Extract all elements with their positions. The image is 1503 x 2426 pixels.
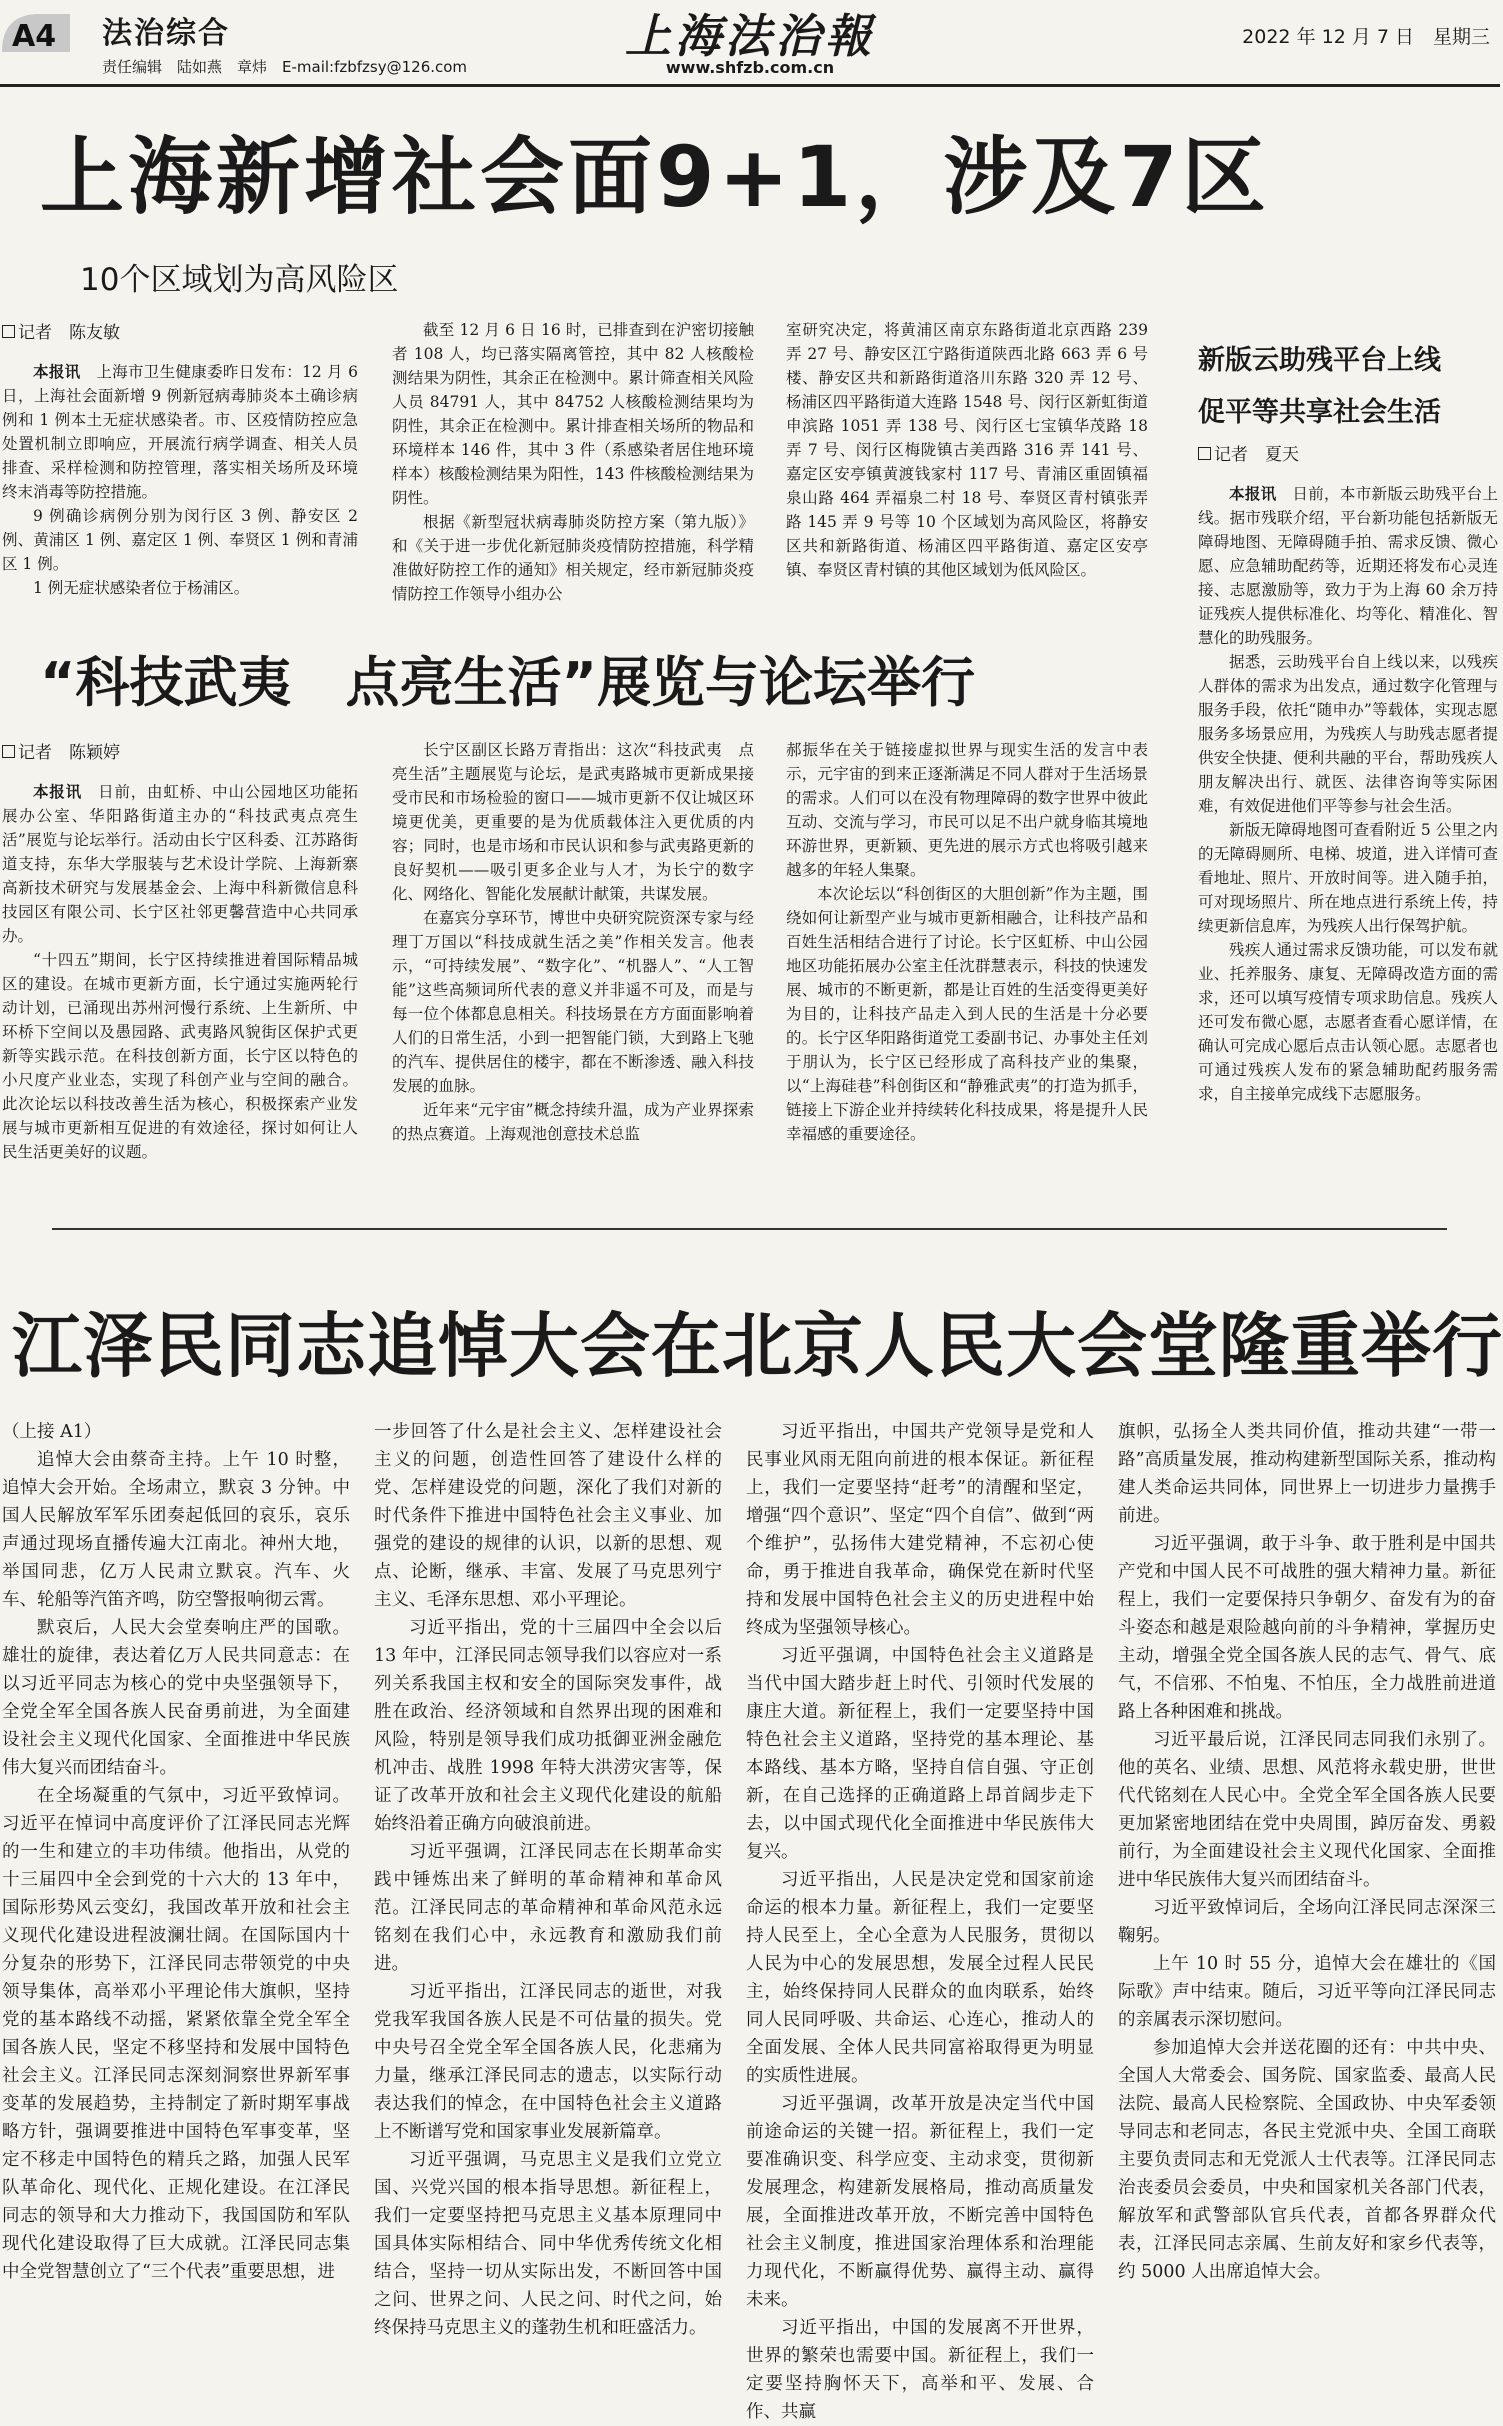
- paragraph: 习近平指出，江泽民同志的逝世，对我党我军我国各族人民是不可估量的损失。党中央号召全党全军全国各族人民，化悲痛为力量，继承江泽民同志的遗志，以实际行动表达我们的悼念，在中国特色社会主义道路上不断谱写党和国家事业发展新篇章。: [374, 1982, 722, 2142]
- column-tech-3: [786, 738, 1148, 1210]
- paragraph: 习近平致悼词后，全场向江泽民同志深深三鞠躬。: [1118, 1898, 1496, 1946]
- paragraph: 据悉，云助残平台自上线以来，以残疾人群体的需求为出发点，通过数字化管理与服务手段，依托“随申办”等载体，实现志愿服务多场景应用，为残疾人与助残志愿者提供安全快捷、便利共融的平台，帮助残疾人朋友解决出行、就医、法律咨询等实际困难，有效促进他们平等参与社会生活。: [1198, 653, 1498, 815]
- paragraph: 习近平强调，敢于斗争、敢于胜利是中国共产党和中国人民不可战胜的强大精神力量。新征程上，我们一定要保持只争朝夕、奋发有为的奋斗姿态和越是艰险越向前的斗争精神，掌握历史主动，增强全党全国各族人民的志气、骨气、底气，不信邪、不怕鬼、不怕压，全力战胜前进道路上各种困难和挑战。: [1118, 1534, 1496, 1722]
- website-link[interactable]: www.shfzb.com.cn: [665, 58, 835, 77]
- headline-disability-1: 新版云助残平台上线: [1198, 345, 1441, 376]
- byline-disability: 记者 夏天: [1198, 440, 1299, 465]
- paragraph: 习近平强调，中国特色社会主义道路是当代中国大踏步赶上时代、引领时代发展的康庄大道。新征程上，我们一定要坚持中国特色社会主义道路，坚持党的基本理论、基本路线、基本方略，坚持自信自强、守正创新，在自己选择的正确道路上昂首阔步走下去，以中国式现代化全面推进中华民族伟大复兴。: [746, 1646, 1094, 1862]
- column-tech-1: [2, 780, 358, 1210]
- byline-box-icon: [1198, 447, 1211, 460]
- paragraph: 本报讯 上海市卫生健康委昨日发布：12 月 6 日，上海社会面新增 9 例新冠病毒肺炎本土确诊病例和 1 例本土无症状感染者。市、区疫情防控应急处置机制立即响应，开展流行病学调查、相关人员排查、采样检测和防控管理，落实相关场所及环境终末消毒等防控措施。: [2, 363, 358, 501]
- header-rule: [0, 84, 1500, 87]
- paragraph: 上午 10 时 55 分，追悼大会在雄壮的《国际歌》声中结束。随后，习近平等向江泽民同志的亲属表示深切慰问。: [1118, 1954, 1496, 2030]
- paragraph: 习近平指出，党的十三届四中全会以后 13 年中，江泽民同志领导我们以容应对一系列关系我国主权和安全的国际突发事件，战胜在政治、经济领域和自然界出现的困难和风险，特别是领导我们成功抵御亚洲金融危机冲击、战胜 1998 年特大洪涝灾害等，保证了改革开放和社会主义现代化建设的航船始终沿着正确方向破浪前进。: [374, 1618, 722, 1834]
- paragraph: 9 例确诊病例分别为闵行区 3 例、静安区 2 例、黄浦区 1 例、嘉定区 1 例、奉贤区 1 例和青浦区 1 例。: [2, 507, 358, 573]
- paragraph: 习近平最后说，江泽民同志同我们永别了。他的英名、业绩、思想、风范将永载史册，世世代代铭刻在人民心中。全党全军全国各族人民要更加紧密地团结在党中央周围，踔厉奋发、勇毅前行，为全面建设社会主义现代化国家、全面推进中华民族伟大复兴而团结奋斗。: [1118, 1730, 1496, 1890]
- paragraph: 旗帜，弘扬全人类共同价值，推动共建“一带一路”高质量发展，推动构建新型国际关系，推动构建人类命运共同体，同世界上一切进步力量携手前进。: [1118, 1422, 1496, 1526]
- paragraph: 截至 12 月 6 日 16 时，已排查到在沪密切接触者 108 人，均已落实隔离管控，其中 82 人核酸检测结果为阴性，其余正在检测中。累计筛查相关风险人员 84791 人，其中 84752 人核酸检测结果均为阴性，其余正在检测中。累计排查相关场所的物品和环境样本 146 件，其中 3 件（系感染者居住地环境样本）核酸检测结果为阳性，143 件核酸检测结果为阴性。: [392, 321, 754, 507]
- byline-covid: 记者 陈友敏: [2, 318, 120, 343]
- column-covid-3: [786, 318, 1148, 610]
- column-memorial-1: [2, 1418, 350, 2282]
- column-covid-1: [2, 360, 358, 610]
- headline-covid: 上海新增社会面9+1，涉及7区: [40, 128, 1270, 226]
- byline-box-icon: [2, 745, 15, 758]
- paragraph: 习近平强调，江泽民同志在长期革命实践中锤炼出来了鲜明的革命精神和革命风范。江泽民同志的革命精神和革命风范永远铭刻在我们心中，永远教育和激励我们前进。: [374, 1842, 722, 1974]
- paragraph: 新版无障碍地图可查看附近 5 公里之内的无障碍厕所、电梯、坡道，进入详情可查看地址、照片、开放时间等。进入随手拍，可对现场照片、所在地点进行系统上传，持续更新信息库，为残疾人出行保驾护航。: [1198, 821, 1498, 935]
- paragraph: “十四五”期间，长宁区持续推进着国际精品城区的建设。在城市更新方面，长宁通过实施两轮行动计划，已涌现出苏州河慢行系统、上生新所、中环桥下空间以及愚园路、武夷路风貌街区保护式更新等实践示范。在科技创新方面，长宁区以特色的小尺度产业业态，实现了科创产业与空间的融合。此次论坛以科技改善生活为核心，积极探索产业发展与城市更新相互促进的有效途径，探讨如何让人民生活更美好的议题。: [2, 951, 358, 1161]
- paragraph: 长宁区副区长路万青指出：这次“科技武夷 点亮生活”主题展览与论坛，是武夷路城市更新成果接受市民和市场检验的窗口——城市更新不仅让城区环境更优美，更重要的是为优质载体注入更优质的内容；同时，也是市场和市民认识和参与武夷路更新的良好契机——吸引更多企业与人才，为长宁的数字化、网络化、智能化发展献计献策，共谋发展。: [392, 741, 754, 903]
- paragraph: 习近平指出，人民是决定党和国家前途命运的根本力量。新征程上，我们一定要坚持人民至上，全心全意为人民服务，贯彻以人民为中心的发展思想，发展全过程人民民主，始终保持同人民群众的血肉联系，始终同人民同呼吸、共命运、心连心，推动人的全面发展、全体人民共同富裕取得更为明显的实质性进展。: [746, 1870, 1094, 2086]
- paragraph: 本报讯 日前，本市新版云助残平台上线。据市残联介绍，平台新功能包括新版无障碍地图、无障碍随手拍、需求反馈、微心愿、应急辅助配药等，近期还将发布心灵连接、志愿激励等，致力于为上海 60 余万持证残疾人提供标准化、均等化、精准化、智慧化的助残服务。: [1198, 485, 1498, 647]
- column-covid-2: [392, 318, 754, 610]
- editors-line: 责任编辑 陆如燕 章炜 E-mail:fzbfzsy@126.com: [102, 58, 468, 76]
- section-name: 法治综合: [102, 16, 230, 51]
- paragraph: 参加追悼大会并送花圈的还有：中共中央、全国人大常委会、国务院、国家监委、最高人民法院、最高人民检察院、全国政协、中央军委领导同志和老同志，各民主党派中央、全国工商联主要负责同志和无党派人士代表等。江泽民同志治丧委员会委员，中央和国家机关各部门代表，解放军和武警部队官兵代表，首都各界群众代表，江泽民同志亲属、生前友好和家乡代表等，约 5000 人出席追悼大会。: [1118, 2038, 1496, 2282]
- paragraph: 习近平强调，改革开放是决定当代中国前途命运的关键一招。新征程上，我们一定要准确识变、科学应变、主动求变，贯彻新发展理念，构建新发展格局，推动高质量发展，全面推进改革开放，不断完善中国特色社会主义制度，推进国家治理体系和治理能力现代化，不断赢得优势、赢得主动、赢得未来。: [746, 2094, 1094, 2310]
- paragraph: 默哀后，人民大会堂奏响庄严的国歌。雄壮的旋律，表达着亿万人民共同意志：在以习近平同志为核心的党中央坚强领导下，全党全军全国各族人民奋勇前进，为全面建设社会主义现代化国家、全面推进中华民族伟大复兴而团结奋斗。: [2, 1618, 350, 1778]
- paragraph: 习近平指出，中国的发展离不开世界，世界的繁荣也需要中国。新征程上，我们一定要坚持胸怀天下，高举和平、发展、合作、共赢: [746, 2318, 1094, 2422]
- paragraph: 在嘉宾分享环节，博世中央研究院资深专家与经理丁万国以“科技成就生活之美”作相关发言。他表示，“可持续发展”、“数字化”、“机器人”、“人工智能”这些高频词所代表的意义并非遥不可及，而是与每一位个体都息息相关。科技场景在方方面面影响着人们的日常生活，小到一把智能门锁，大到路上飞驰的汽车、提供居住的楼宇，都在不断渗透、融入科技发展的血脉。: [392, 909, 754, 1095]
- paragraph: 本次论坛以“科创街区的大胆创新”作为主题，围绕如何让新型产业与城市更新相融合，让科技产品和百姓生活相结合进行了讨论。长宁区虹桥、中山公园地区功能拓展办公室主任沈群慧表示，科技的快速发展、城市的不断更新，都是让百姓的生活变得更美好为目的，让科技产品走入到人民的生活是十分必要的。长宁区华阳路街道党工委副书记、办事处主任刘于朋认为，长宁区已经形成了高科技产业的集聚，以“上海硅巷”科创街区和“静雅武夷”的打造为抓手，链接上下游企业并持续转化科技成果，将是提升人民幸福感的重要途径。: [786, 885, 1148, 1143]
- masthead-logo: 上海法治報: [625, 9, 875, 63]
- paragraph: 近年来“元宇宙”概念持续升温，成为产业界探索的热点赛道。上海观池创意技术总监: [392, 1101, 754, 1143]
- byline-box-icon: [2, 325, 15, 338]
- column-memorial-4: [1118, 1418, 1496, 2282]
- subheadline-covid: 10个区域划为高风险区: [80, 262, 399, 298]
- byline-tech-wuyi: 记者 陈颖婷: [2, 738, 120, 763]
- column-memorial-3: [746, 1418, 1094, 2422]
- paragraph: 习近平强调，马克思主义是我们立党立国、兴党兴国的根本指导思想。新征程上，我们一定要坚持把马克思主义基本原理同中国具体实际相结合、同中华优秀传统文化相结合，坚持一切从实际出发，不断回答中国之问、世界之问、人民之问、时代之问，始终保持马克思主义的蓬勃生机和旺盛活力。: [374, 2150, 722, 2338]
- column-disability: [1198, 482, 1498, 1210]
- column-memorial-2: [374, 1418, 722, 2338]
- headline-memorial: 江泽民同志追悼大会在北京人民大会堂隆重举行: [12, 1305, 1503, 1387]
- headline-disability-2: 促平等共享社会生活: [1198, 397, 1441, 428]
- paragraph: 郝振华在关于链接虚拟世界与现实生活的发言中表示，元宇宙的到来正逐渐满足不同人群对于生活场景的需求。人们可以在没有物理障碍的数字世界中彼此互动、交流与学习，市民可以足不出户就身临其境地环游世界，更新颖、更先进的展示方式也将吸引越来越多的年轻人集聚。: [786, 741, 1148, 879]
- paragraph: 在全场凝重的气氛中，习近平致悼词。习近平在悼词中高度评价了江泽民同志光辉的一生和建立的丰功伟绩。他指出，从党的十三届四中全会到党的十六大的 13 年中，国际形势风云变幻，我国改革开放和社会主义现代化建设进程波澜壮阔。在国际国内十分复杂的形势下，江泽民同志带领党的中央领导集体，高举邓小平理论伟大旗帜，坚持党的基本路线不动摇，紧紧依靠全党全军全国各族人民，坚定不移坚持和发展中国特色社会主义。江泽民同志深刻洞察世界新军事变革的发展趋势，主持制定了新时期军事战略方针，强调要推进中国特色军事变革，坚定不移走中国特色的精兵之路，加强人民军队革命化、现代化、正规化建设。在江泽民同志的领导和大力推动下，我国国防和军队现代化建设取得了巨大成就。江泽民同志集中全党智慧创立了“三个代表”重要思想，进: [2, 1786, 350, 2282]
- headline-tech-wuyi: “科技武夷 点亮生活”展览与论坛举行: [40, 651, 975, 714]
- paragraph: 室研究决定，将黄浦区南京东路街道北京西路 239 弄 27 号、静安区江宁路街道陕西北路 663 弄 6 号楼、静安区共和新路街道洛川东路 320 弄 12 号、杨浦区四平路街道大连路 1548 号、闵行区新虹街道申滨路 1051 弄 138 号、闵行区七宝镇华茂路 18 弄 7 号、闵行区梅陇镇古美西路 316 弄 141 号、嘉定区安亭镇黄渡钱家村 117 号、青浦区重固镇福泉山路 464 弄福泉二村 18 号、奉贤区青村镇张弄路 145 弄 9 号等 10 个区域划为高风险区，将静安区共和新路街道、杨浦区四平路街道、嘉定区安亭镇、奉贤区青村镇的其他区域划为低风险区。: [786, 321, 1148, 579]
- page-badge: A4: [12, 19, 57, 54]
- paragraph: 1 例无症状感染者位于杨浦区。: [33, 579, 250, 597]
- paragraph: 一步回答了什么是社会主义、怎样建设社会主义的问题，创造性回答了建设什么样的党、怎样建设党的问题，深化了我们对新的时代条件下推进中国特色社会主义事业、加强党的建设的规律的认识，以新的思想、观点、论断，继承、丰富、发展了马克思列宁主义、毛泽东思想、邓小平理论。: [374, 1422, 722, 1610]
- continued-label: （上接 A1）: [2, 1422, 102, 1442]
- paragraph: 本报讯 日前，由虹桥、中山公园地区功能拓展办公室、华阳路街道主办的“科技武夷点亮生活”展览与论坛举行。活动由长宁区科委、江苏路街道支持，东华大学服装与艺术设计学院、上海新寨高新技术研究与发展基金会、上海中科新微信息科技园区有限公司、长宁区社邻更馨营造中心共同承办。: [2, 783, 358, 945]
- paragraph: 根据《新型冠状病毒肺炎防控方案（第九版）》和《关于进一步优化新冠肺炎疫情防控措施，科学精准做好防控工作的通知》相关规定，经市新冠肺炎疫情防控工作领导小组办公: [392, 513, 754, 603]
- paragraph: 残疾人通过需求反馈功能，可以发布就业、托养服务、康复、无障碍改造方面的需求，还可以填写疫情专项求助信息。残疾人还可发布微心愿，志愿者查看心愿详情，在确认可完成心愿后点击认领心愿。志愿者也可通过残疾人发布的紧急辅助配药服务需求，自主接单完成线下志愿服务。: [1198, 941, 1498, 1103]
- column-tech-2: [392, 738, 754, 1210]
- paragraph: 习近平指出，中国共产党领导是党和人民事业风雨无阻向前进的根本保证。新征程上，我们一定要坚持“赶考”的清醒和坚定，增强“四个意识”、坚定“四个自信”、做到“两个维护”，弘扬伟大建党精神，不忘初心使命，勇于推进自我革命，确保党在新时代坚持和发展中国特色社会主义的历史进程中始终成为坚强领导核心。: [746, 1422, 1094, 1638]
- issue-date: 2022 年 12 月 7 日 星期三: [1242, 26, 1490, 48]
- paragraph: 追悼大会由蔡奇主持。上午 10 时整，追悼大会开始。全场肃立，默哀 3 分钟。中国人民解放军军乐团奏起低回的哀乐，哀乐声通过现场直播传遍大江南北。神州大地，举国同悲，亿万人民肃立默哀。汽车、火车、轮船等汽笛齐鸣，防空警报响彻云霄。: [2, 1450, 350, 1610]
- section-divider: [52, 1228, 1447, 1230]
